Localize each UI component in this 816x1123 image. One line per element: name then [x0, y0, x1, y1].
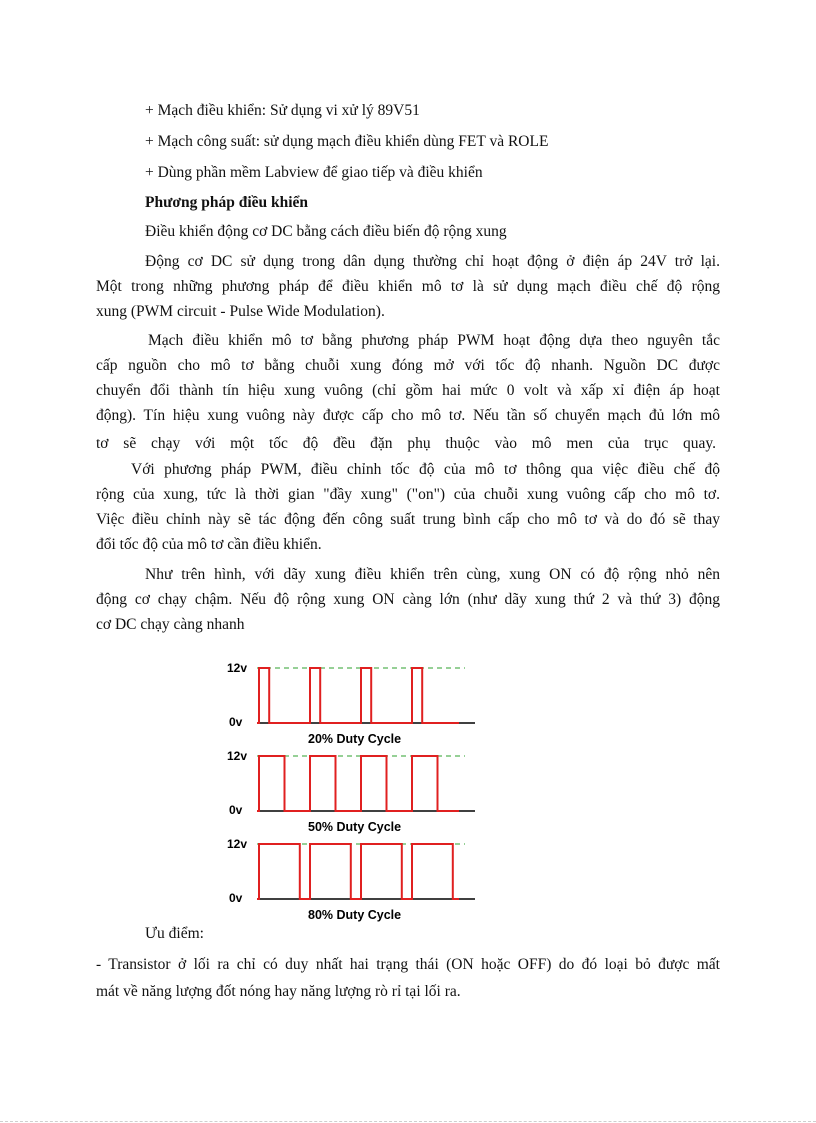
para2-line: Mạch điều khiển mô tơ bằng phương pháp PWM hoạt động dựa theo nguyên tắc: [148, 332, 720, 349]
para3-line: Với phương pháp PWM, điều chỉnh tốc độ của mô tơ thông qua việc điều chế độ: [131, 461, 720, 478]
para4-line: động cơ chạy chậm. Nếu độ rộng xung ON càng lớn (như dãy xung thứ 2 và thứ 3) động: [96, 591, 720, 608]
para2-line: động). Tín hiệu xung vuông này được cấp cho mô tơ. Nếu tần số chuyển mạch đủ lớn mô: [96, 407, 720, 424]
pwm-pulse-train: [257, 756, 459, 811]
para3-line: rộng của xung, tức là thời gian "đầy xung" ("on") của chuỗi xung vuông cấp cho mô tơ.: [96, 486, 720, 503]
para2-line: chuyển đổi thành tín hiệu xung vuông (chỉ gồm hai mức 0 volt và xấp xỉ điện áp hoạt: [96, 382, 720, 399]
bullet-control-circuit: + Mạch điều khiển: Sử dụng vi xử lý 89V51: [145, 102, 420, 119]
section-subheading: Điều khiển động cơ DC bằng cách điều biến độ rộng xung: [145, 223, 507, 240]
para3-line: đổi tốc độ của mô tơ cần điều khiển.: [96, 536, 322, 553]
para2-line: cấp nguồn cho mô tơ bằng chuỗi xung đóng mở với tốc độ nhanh. Nguồn DC được: [96, 357, 720, 374]
pwm-duty-cycle-figure: [215, 650, 485, 930]
label-zero-voltage: 0v: [229, 891, 243, 905]
para2-line: tơ sẽ chạy với một tốc độ đều đặn phụ thuộc vào mô men của trục quay.: [96, 435, 716, 452]
section-heading: Phương pháp điều khiển: [145, 194, 309, 211]
label-zero-voltage: 0v: [229, 715, 243, 729]
para1-line: Một trong những phương pháp để điều khiển mô tơ là sử dụng mạch điều chế độ rộng: [96, 278, 720, 295]
duty-cycle-caption: 50% Duty Cycle: [308, 820, 402, 834]
label-high-voltage: 12v: [227, 837, 248, 851]
pwm-pulse-train: [257, 668, 459, 723]
para1-line: Động cơ DC sử dụng trong dân dụng thường chỉ hoạt động ở điện áp 24V trở lại.: [145, 253, 720, 270]
label-zero-voltage: 0v: [229, 803, 243, 817]
duty-cycle-caption: 80% Duty Cycle: [308, 908, 402, 922]
para1-line: xung (PWM circuit - Pulse Wide Modulation).: [96, 303, 385, 320]
bullet-power-circuit: + Mạch công suất: sử dụng mạch điều khiển dùng FET và ROLE: [145, 133, 549, 150]
pwm-pulse-train: [257, 844, 459, 899]
para4-line: cơ DC chạy càng nhanh: [96, 616, 245, 633]
para3-line: Việc điều chỉnh này sẽ tác động đến công suất trung bình cấp cho mô tơ và do đó sẽ thay: [96, 511, 720, 528]
duty-cycle-caption: 20% Duty Cycle: [308, 732, 402, 746]
page-bottom-rule: [0, 1121, 816, 1122]
advantage-line: mát về năng lượng đốt nóng hay năng lượng rò rỉ tại lối ra.: [96, 983, 461, 1000]
advantage-line: - Transistor ở lối ra chỉ có duy nhất hai trạng thái (ON hoặc OFF) do đó loại bỏ được mất: [96, 956, 720, 973]
label-high-voltage: 12v: [227, 749, 248, 763]
advantages-title: Ưu điểm:: [145, 925, 204, 942]
para4-line: Như trên hình, với dãy xung điều khiển trên cùng, xung ON có độ rộng nhỏ nên: [145, 566, 720, 583]
label-high-voltage: 12v: [227, 661, 248, 675]
bullet-labview: + Dùng phần mềm Labview để giao tiếp và điều khiển: [145, 164, 483, 181]
